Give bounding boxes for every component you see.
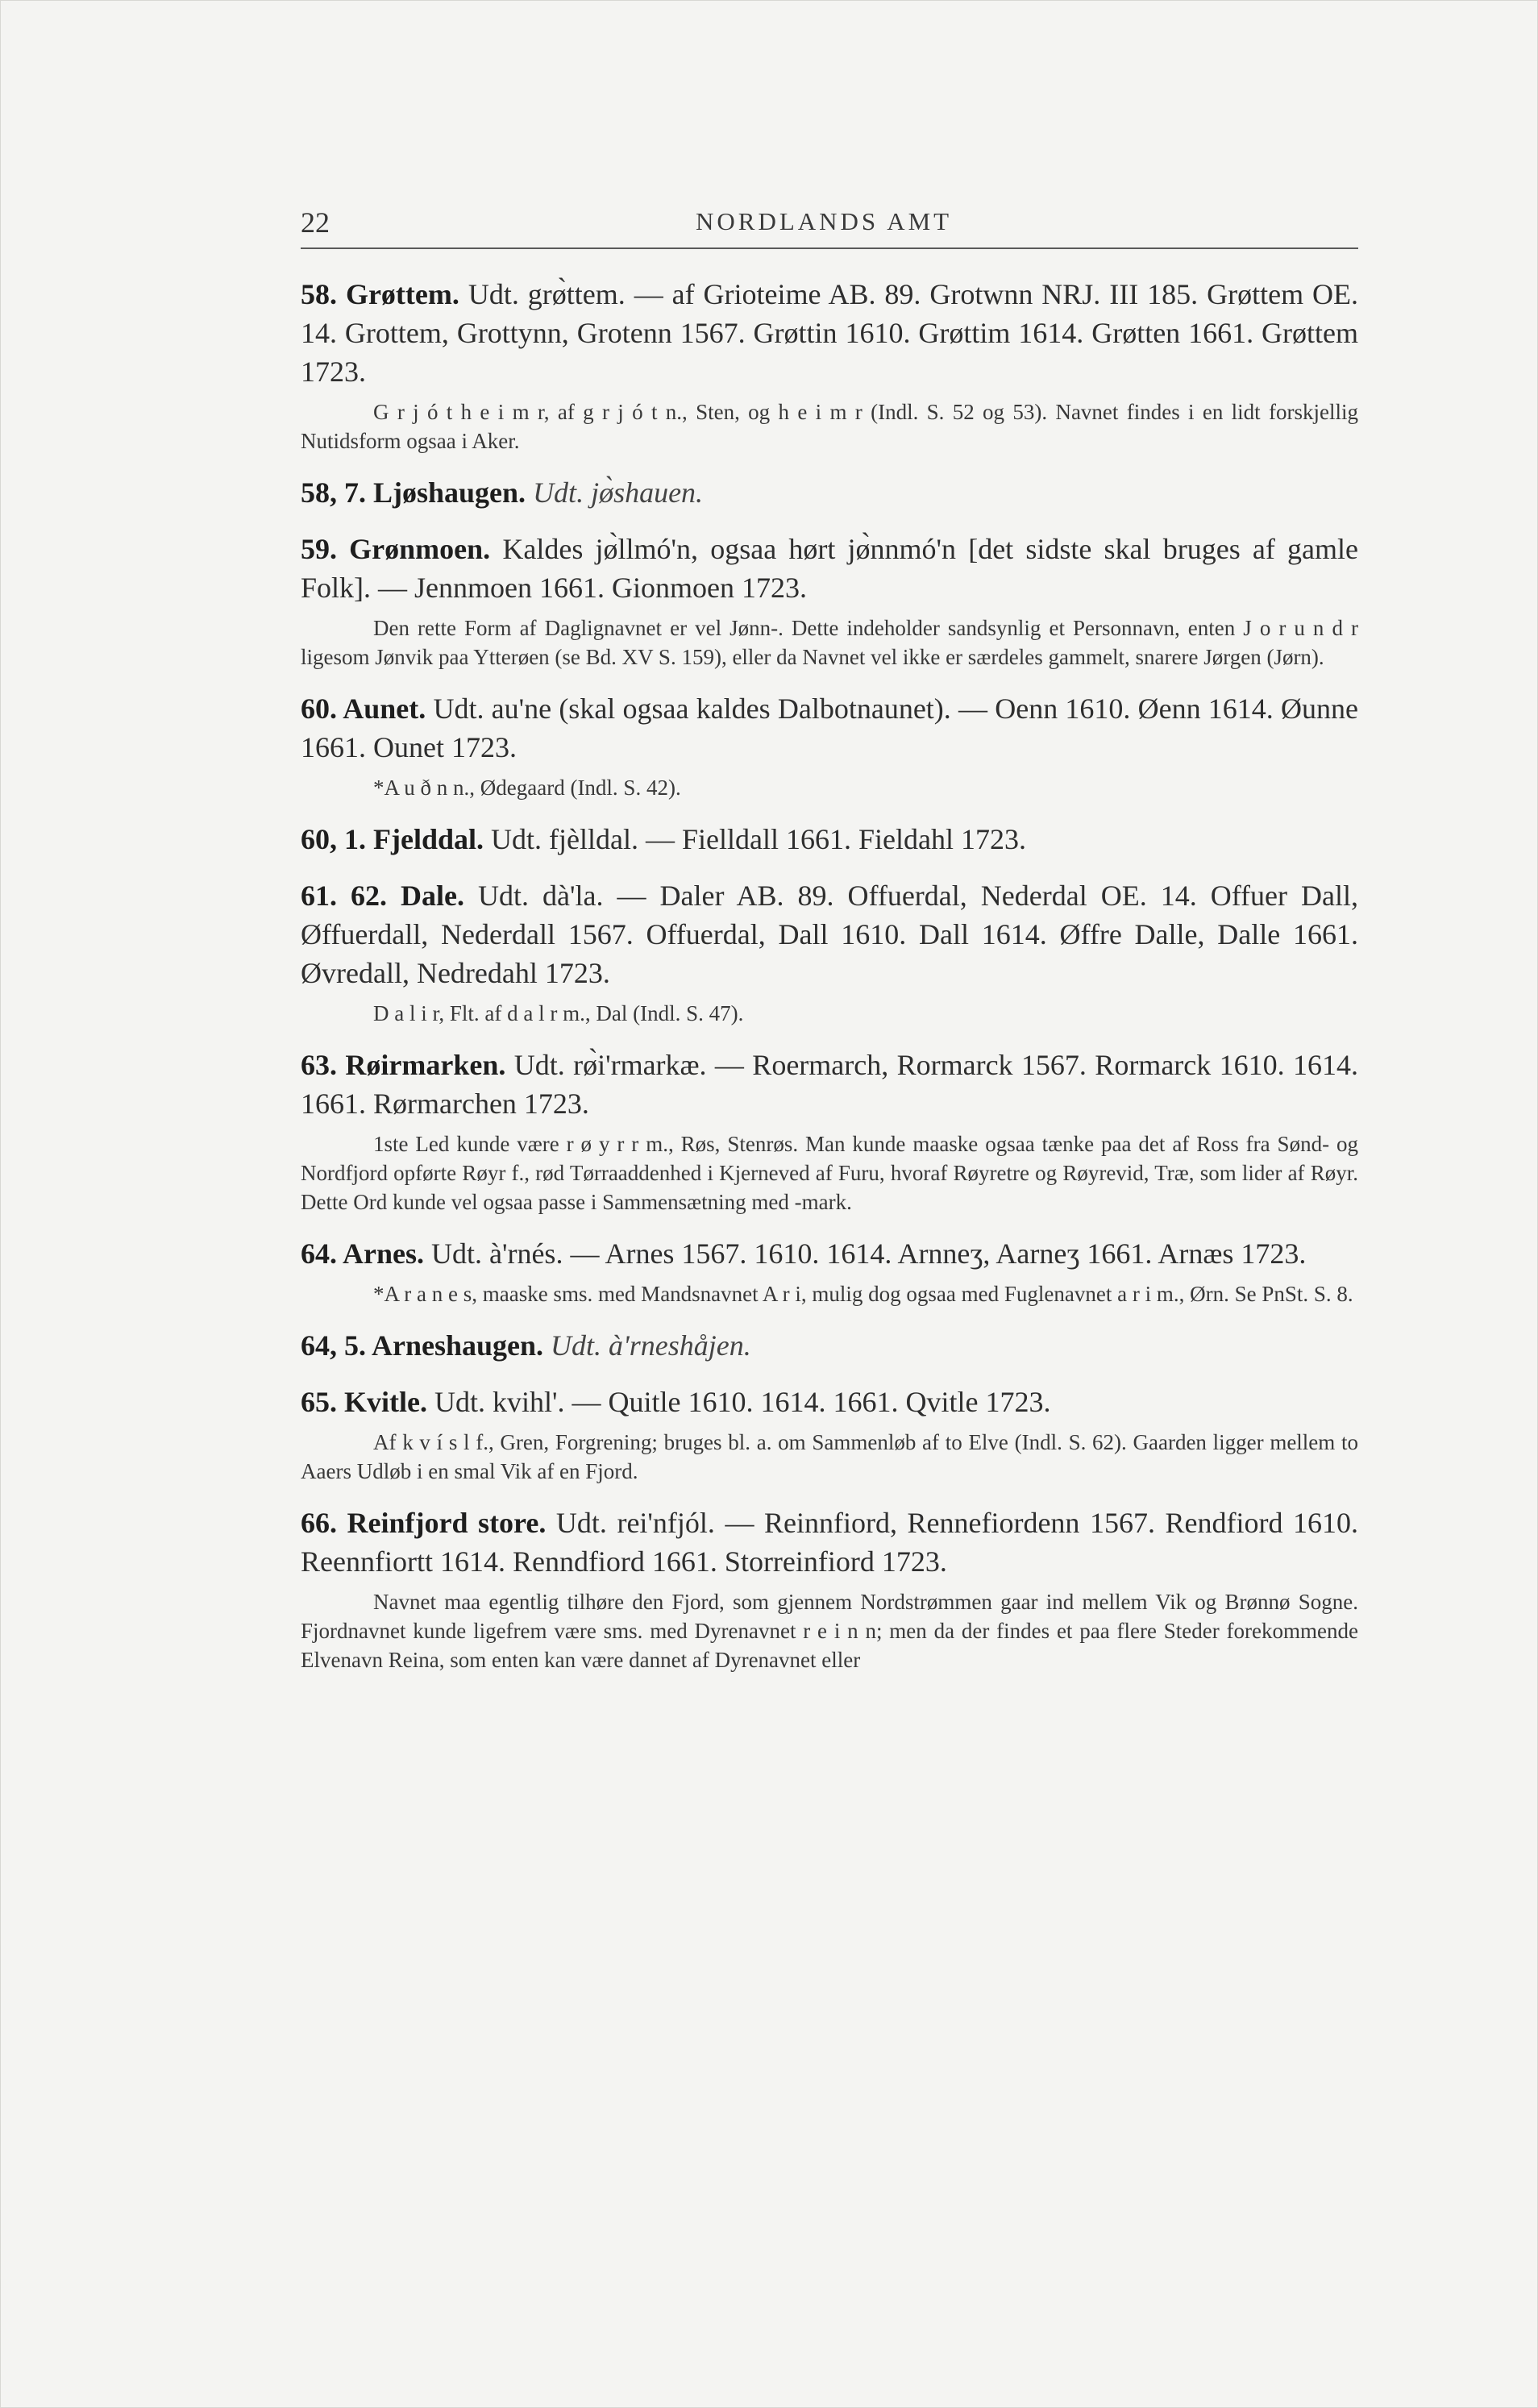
- entry-text: Udt. rei'nfjól. — Reinnfiord, Rennefiordenn 1567. Rendfiord 1610. Reennfiortt 1614. Renndfiord 1661. Storreinfiord 1723.: [301, 1507, 1359, 1578]
- entry-note: Navnet maa egentlig tilhøre den Fjord, som gjennem Nordstrømmen gaar ind mellem Vik og Brønnø Sogne. Fjordnavnet kunde ligefrem være sms. med Dyrenavnet r e i n n; men da der findes et paa flere Steder forekommende Elvenavn Reina, som enten kan være dannet af Dyrenavnet eller: [301, 1590, 1358, 1672]
- entry-heading: 65. Kvitle.: [301, 1386, 427, 1418]
- entry-note: D a l i r, Flt. af d a l r m., Dal (Indl. S. 47).: [373, 1001, 744, 1025]
- entry-main: [301, 1234, 1358, 1273]
- entry-58: [301, 275, 1358, 455]
- entry-note: G r j ó t h e i m r, af g r j ó t n., Sten, og h e i m r (Indl. S. 52 og 53). Navnet findes i en lidt forskjellig Nutidsform ogsaa i Aker.: [301, 400, 1358, 453]
- entry-63: [301, 1046, 1358, 1216]
- page-content: [301, 275, 1358, 1692]
- entry-text: Udt. à'rneshåjen.: [551, 1329, 751, 1362]
- entry-main: [301, 1503, 1358, 1581]
- entry-heading: 64. Arnes.: [301, 1237, 424, 1270]
- entry-58-7: [301, 473, 1358, 512]
- entry-text: Udt. rø̀i'rmarkæ. — Roermarch, Rormarck 1567. Rormarck 1610. 1614. 1661. Rørmarchen 1723.: [301, 1049, 1359, 1120]
- entry-note: *A u ð n n., Ødegaard (Indl. S. 42).: [373, 776, 681, 800]
- entry-59: [301, 530, 1358, 672]
- entry-main: [301, 1046, 1358, 1123]
- entry-main: [301, 473, 1358, 512]
- entry-text: Udt. dà'la. — Daler AB. 89. Offuerdal, Nederdal OE. 14. Offuer Dall, Øffuerdall, Nederdall 1567. Offuerdal, Dall 1610. Dall 1614. Øffre Dalle, Dalle 1661. Øvredall, Nedredahl 1723.: [301, 880, 1358, 989]
- entry-text: Udt. au'ne (skal ogsaa kaldes Dalbotnaunet). — Oenn 1610. Øenn 1614. Øunne 1661. Ounet 1723.: [301, 692, 1358, 763]
- entry-text: Udt. kvihl'. — Quitle 1610. 1614. 1661. Qvitle 1723.: [434, 1386, 1051, 1418]
- entry-main: [301, 530, 1358, 607]
- entry-60-1: [301, 820, 1358, 859]
- entry-text: Udt. jø̀shauen.: [533, 476, 704, 509]
- entry-text: Udt. à'rnés. — Arnes 1567. 1610. 1614. Arnneʒ, Aarneʒ 1661. Arnæs 1723.: [431, 1237, 1307, 1270]
- entry-heading: 66. Reinfjord store.: [301, 1507, 547, 1539]
- entry-heading: 64, 5. Arneshaugen.: [301, 1329, 544, 1362]
- entry-text: Udt. grø̀ttem. — af Grioteime AB. 89. Grotwnn NRJ. III 185. Grøttem OE. 14. Grottem, Grottynn, Grotenn 1567. Grøttin 1610. Grøttim 1614. Grøtten 1661. Grøttem 1723.: [301, 278, 1359, 388]
- entry-heading: 60, 1. Fjelddal.: [301, 823, 484, 855]
- entry-64: [301, 1234, 1358, 1308]
- entry-text: Udt. fjèlldal. — Fielldall 1661. Fieldahl 1723.: [491, 823, 1026, 855]
- entry-heading: 58, 7. Ljøshaugen.: [301, 476, 526, 509]
- entry-66: [301, 1503, 1358, 1674]
- entry-note: *A r a n e s, maaske sms. med Mandsnavnet A r i, mulig dog ogsaa med Fuglenavnet a r i m., Ørn. Se PnSt. S. 8.: [373, 1282, 1353, 1306]
- entry-heading: 59. Grønmoen.: [301, 533, 491, 565]
- running-title: NORDLANDS AMT: [696, 207, 953, 235]
- entry-text: Kaldes jø̀llmó'n, ogsaa hørt jø̀nnmó'n [det sidste skal bruges af gamle Folk]. — Jennmoen 1661. Gionmoen 1723.: [301, 533, 1358, 604]
- entry-main: [301, 820, 1358, 859]
- entry-64-5: [301, 1326, 1358, 1365]
- entry-note: Af k v í s l f., Gren, Forgrening; bruges bl. a. om Sammenløb af to Elve (Indl. S. 62). Gaarden ligger mellem to Aaers Udløb i en smal Vik af en Fjord.: [301, 1430, 1358, 1483]
- page-header: [301, 202, 1358, 249]
- entry-heading: 58. Grøttem.: [301, 278, 459, 310]
- entry-main: [301, 1383, 1358, 1421]
- entry-note: Den rette Form af Daglignavnet er vel Jønn-. Dette indeholder sandsynlig et Personnavn, enten J o r u n d r ligesom Jønvik paa Ytterøen (se Bd. XV S. 159), eller da Navnet vel ikke er særdeles gammelt, snarere Jørgen (Jørn).: [301, 616, 1358, 669]
- entry-heading: 61. 62. Dale.: [301, 880, 464, 912]
- entry-65: [301, 1383, 1358, 1486]
- page-number: 22: [301, 206, 330, 239]
- entry-main: [301, 1326, 1358, 1365]
- entry-heading: 60. Aunet.: [301, 692, 426, 725]
- entry-main: [301, 275, 1358, 391]
- entry-note: 1ste Led kunde være r ø y r r m., Røs, Stenrøs. Man kunde maaske ogsaa tænke paa det af Ross fra Sønd- og Nordfjord opførte Røyr f., rød Tørraaddenhed i Kjerneved af Furu, hvoraf Røyretre og Røyrevid, Træ, som lider af Røyr. Dette Ord kunde vel ogsaa passe i Sammensætning med -mark.: [301, 1132, 1358, 1214]
- entry-main: [301, 876, 1358, 992]
- entry-main: [301, 689, 1358, 767]
- entry-60: [301, 689, 1358, 802]
- entry-heading: 63. Røirmarken.: [301, 1049, 506, 1081]
- entry-61-62: [301, 876, 1358, 1028]
